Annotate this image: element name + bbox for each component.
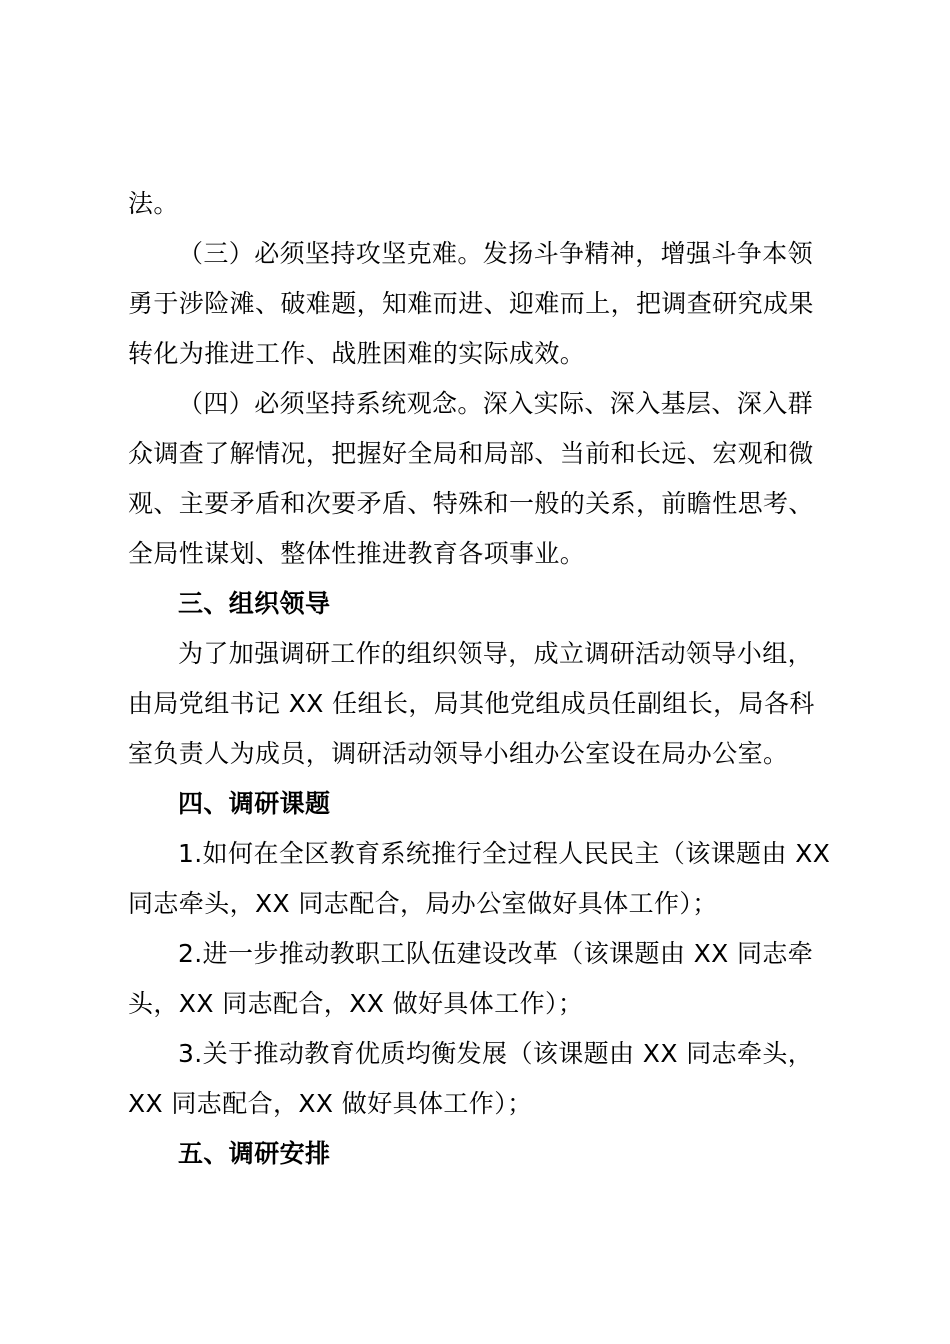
paragraph-line: 勇于涉险滩、破难题，知难而进、迎难而上，把调查研究成果 xyxy=(128,289,814,318)
paragraph-line: 众调查了解情况，把握好全局和局部、当前和长远、宏观和微 xyxy=(128,439,814,468)
paragraph-line: 由局党组书记 XX 任组长，局其他党组成员任副组长，局各科 xyxy=(128,689,815,718)
section-heading: 四、调研课题 xyxy=(178,789,331,818)
paragraph-line: 3.关于推动教育优质均衡发展（该课题由 XX 同志牵头， xyxy=(178,1039,814,1068)
paragraph-line: 1.如何在全区教育系统推行全过程人民民主（该课题由 XX xyxy=(178,839,831,868)
paragraph-line: XX 同志配合，XX 做好具体工作）； xyxy=(128,1089,533,1118)
section-heading: 五、调研安排 xyxy=(178,1139,331,1168)
paragraph-line: 观、主要矛盾和次要矛盾、特殊和一般的关系，前瞻性思考、 xyxy=(128,489,814,518)
paragraph-line: 法。 xyxy=(128,189,179,218)
paragraph-line: 为了加强调研工作的组织领导，成立调研活动领导小组， xyxy=(178,639,814,668)
paragraph-line: 室负责人为成员，调研活动领导小组办公室设在局办公室。 xyxy=(128,739,789,768)
paragraph-line: （四）必须坚持系统观念。深入实际、深入基层、深入群 xyxy=(178,389,814,418)
paragraph-line: 同志牵头，XX 同志配合，局办公室做好具体工作）； xyxy=(128,889,718,918)
paragraph-line: （三）必须坚持攻坚克难。发扬斗争精神，增强斗争本领 xyxy=(178,239,814,268)
section-heading: 三、组织领导 xyxy=(178,589,331,618)
paragraph-line: 转化为推进工作、战胜困难的实际成效。 xyxy=(128,339,586,368)
paragraph-line: 头，XX 同志配合，XX 做好具体工作）； xyxy=(128,989,584,1018)
paragraph-line: 2.进一步推动教职工队伍建设改革（该课题由 XX 同志牵 xyxy=(178,939,814,968)
paragraph-line: 全局性谋划、整体性推进教育各项事业。 xyxy=(128,539,586,568)
